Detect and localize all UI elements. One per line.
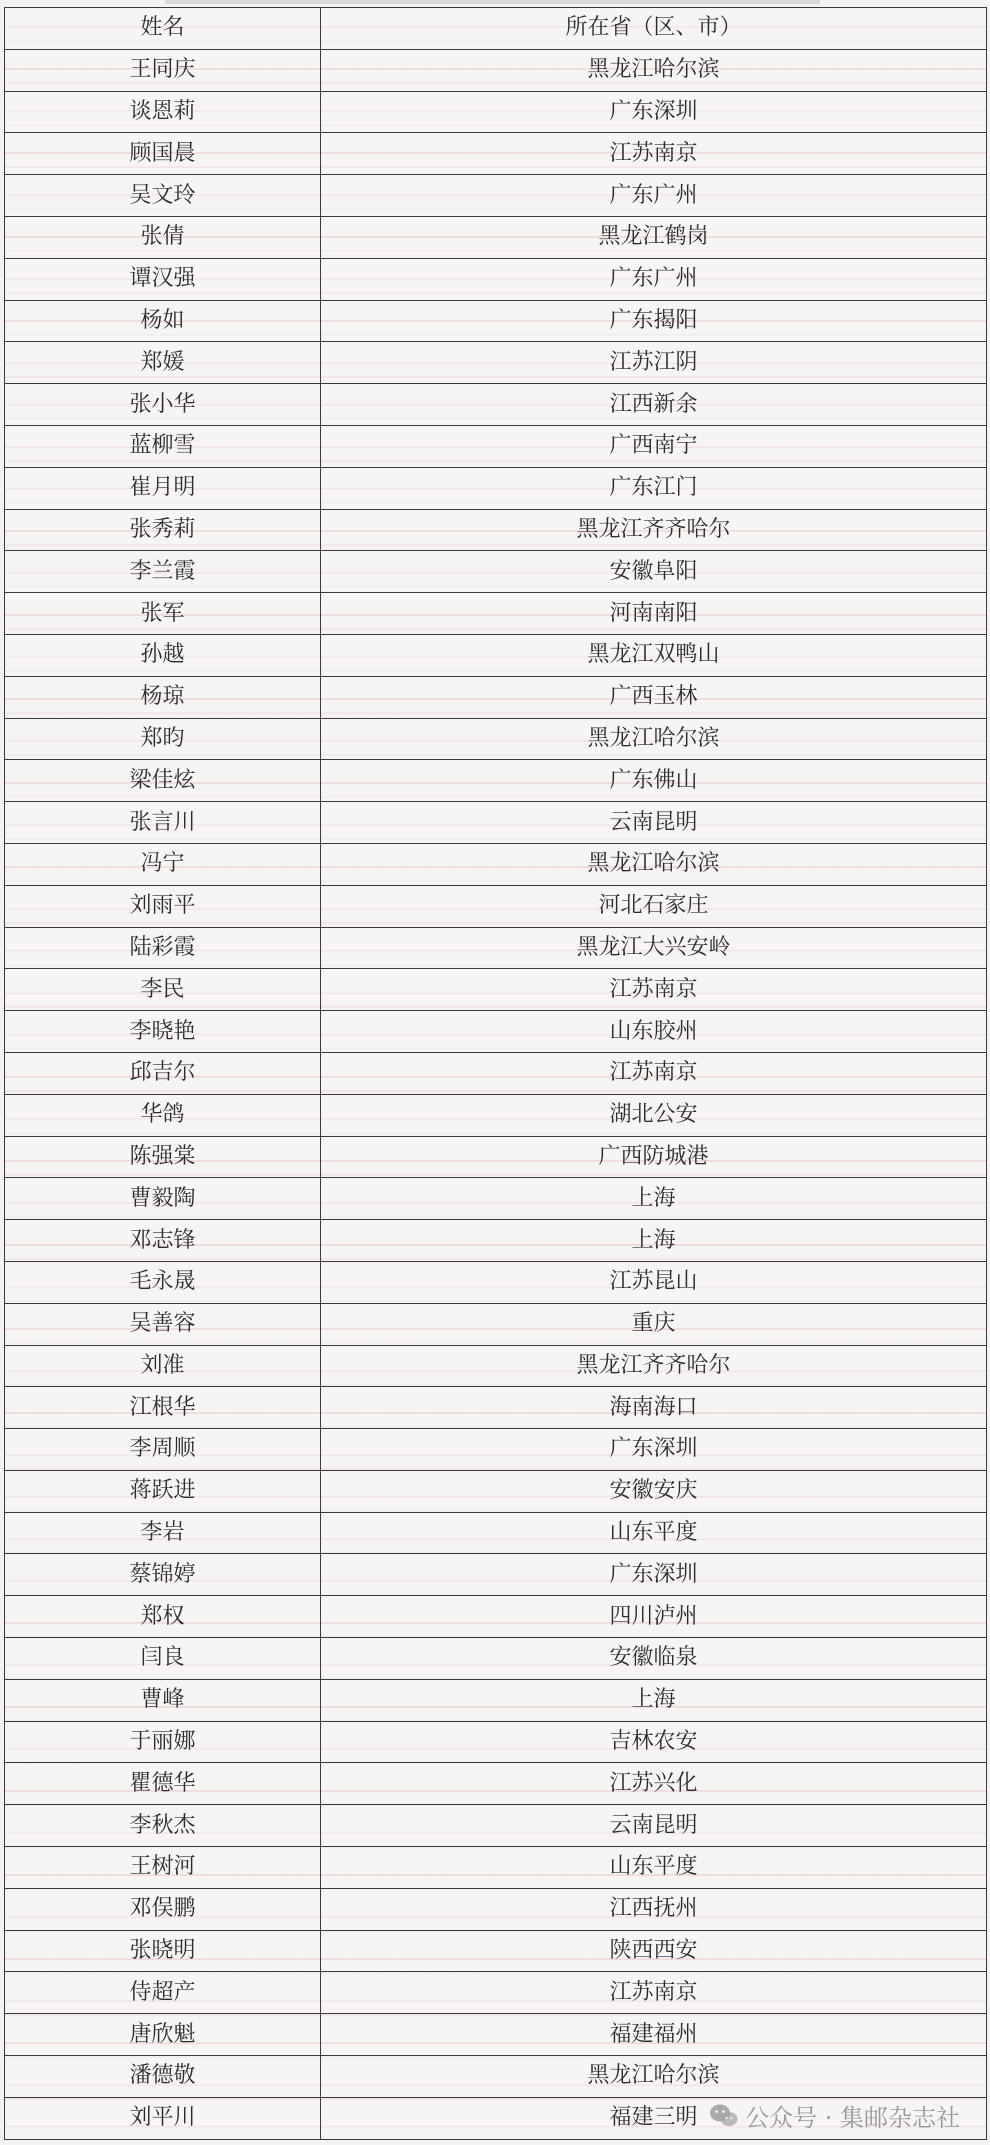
- table-row: [5, 467, 987, 509]
- cell-name: 邱吉尔: [5, 1052, 321, 1094]
- table-row: [5, 1847, 987, 1889]
- cell-province: 江苏南京: [321, 1972, 987, 2014]
- cell-name: 吴文玲: [5, 175, 321, 217]
- table-row: [5, 2014, 987, 2056]
- cell-name: 刘平川: [5, 2097, 321, 2139]
- table-row: [5, 885, 987, 927]
- table-row: [5, 718, 987, 760]
- table-row: [5, 49, 987, 91]
- table-row: [5, 1052, 987, 1094]
- cell-province: 海南海口: [321, 1387, 987, 1429]
- cell-name: 谈恩莉: [5, 91, 321, 133]
- cell-province: 黑龙江哈尔滨: [321, 843, 987, 885]
- cell-name: 邓俣鹏: [5, 1888, 321, 1930]
- cell-province: 云南昆明: [321, 802, 987, 844]
- cell-province: 河北石家庄: [321, 885, 987, 927]
- table-row: [5, 2056, 987, 2098]
- cell-name: 毛永晟: [5, 1261, 321, 1303]
- cell-province: 河南南阳: [321, 593, 987, 635]
- cell-province: 黑龙江哈尔滨: [321, 49, 987, 91]
- watermark: [709, 2098, 960, 2133]
- cell-name: 陆彩霞: [5, 927, 321, 969]
- table-row: [5, 1972, 987, 2014]
- cell-name: 刘雨平: [5, 885, 321, 927]
- table-row: [5, 1136, 987, 1178]
- cell-province: 广东广州: [321, 258, 987, 300]
- cell-province: 江苏兴化: [321, 1763, 987, 1805]
- cell-province: 黑龙江双鸭山: [321, 634, 987, 676]
- cell-province: 陕西西安: [321, 1930, 987, 1972]
- cell-province: 江苏昆山: [321, 1261, 987, 1303]
- table-row: [5, 133, 987, 175]
- cell-province: 广东揭阳: [321, 300, 987, 342]
- cell-name: 吴善容: [5, 1303, 321, 1345]
- cell-province: 广西南宁: [321, 425, 987, 467]
- cell-province: 广东深圳: [321, 1429, 987, 1471]
- cell-name: 蔡锦婷: [5, 1554, 321, 1596]
- table-row: [5, 1679, 987, 1721]
- cell-name: 李周顺: [5, 1429, 321, 1471]
- cell-province: 山东胶州: [321, 1011, 987, 1053]
- table-row: [5, 1805, 987, 1847]
- cell-name: 李岩: [5, 1512, 321, 1554]
- cell-province: 山东平度: [321, 1847, 987, 1889]
- table-row: [5, 1094, 987, 1136]
- table-row: [5, 258, 987, 300]
- cell-name: 唐欣魁: [5, 2014, 321, 2056]
- cell-name: 瞿德华: [5, 1763, 321, 1805]
- table-row: [5, 1261, 987, 1303]
- cell-name: 张小华: [5, 384, 321, 426]
- cell-name: 张晓明: [5, 1930, 321, 1972]
- cell-province: 广东江门: [321, 467, 987, 509]
- table-row: [5, 1178, 987, 1220]
- cell-province: 山东平度: [321, 1512, 987, 1554]
- cell-name: 蒋跃进: [5, 1470, 321, 1512]
- table-row: [5, 802, 987, 844]
- cell-name: 张言川: [5, 802, 321, 844]
- cell-province: 福建福州: [321, 2014, 987, 2056]
- table-row: [5, 1763, 987, 1805]
- cell-name: 李秋杰: [5, 1805, 321, 1847]
- cell-province: 安徽安庆: [321, 1470, 987, 1512]
- cell-province: 安徽临泉: [321, 1638, 987, 1680]
- cell-province: 上海: [321, 1178, 987, 1220]
- cell-name: 陈强棠: [5, 1136, 321, 1178]
- cell-province: 广西玉林: [321, 676, 987, 718]
- cell-name: 郑权: [5, 1596, 321, 1638]
- cell-province: 黑龙江大兴安岭: [321, 927, 987, 969]
- table-header-row: [5, 8, 987, 50]
- cell-name: 王同庆: [5, 49, 321, 91]
- cell-name: 杨如: [5, 300, 321, 342]
- cell-name: 王树河: [5, 1847, 321, 1889]
- cell-name: 谭汉强: [5, 258, 321, 300]
- cell-name: 李晓艳: [5, 1011, 321, 1053]
- cell-province: 吉林农安: [321, 1721, 987, 1763]
- cell-name: 李兰霞: [5, 551, 321, 593]
- table-row: [5, 1387, 987, 1429]
- cell-province: 黑龙江哈尔滨: [321, 2056, 987, 2098]
- table-row: [5, 425, 987, 467]
- table-row: [5, 1888, 987, 1930]
- table-row: [5, 1011, 987, 1053]
- table-row: [5, 1930, 987, 1972]
- cell-province: 黑龙江鹤岗: [321, 216, 987, 258]
- cell-province: 四川泸州: [321, 1596, 987, 1638]
- watermark-text: 公众号 · 集邮杂志社: [745, 2104, 960, 2132]
- table-row: [5, 342, 987, 384]
- wechat-icon: [709, 2103, 739, 2129]
- cell-name: 侍超产: [5, 1972, 321, 2014]
- table-row: [5, 509, 987, 551]
- table-row: [5, 1512, 987, 1554]
- table-row: [5, 216, 987, 258]
- top-scroll-strip: [165, 0, 820, 4]
- cell-name: 梁佳炫: [5, 760, 321, 802]
- cell-name: 崔月明: [5, 467, 321, 509]
- table-row: [5, 1638, 987, 1680]
- table-row: [5, 593, 987, 635]
- cell-province: 广东广州: [321, 175, 987, 217]
- table-row: [5, 1345, 987, 1387]
- table-row: [5, 1303, 987, 1345]
- cell-name: 潘德敬: [5, 2056, 321, 2098]
- table-row: [5, 843, 987, 885]
- cell-name: 张倩: [5, 216, 321, 258]
- cell-name: 李民: [5, 969, 321, 1011]
- roster-table: [4, 7, 987, 2140]
- cell-name: 蓝柳雪: [5, 425, 321, 467]
- cell-name: 于丽娜: [5, 1721, 321, 1763]
- cell-name: 张秀莉: [5, 509, 321, 551]
- cell-name: 孙越: [5, 634, 321, 676]
- cell-province: 云南昆明: [321, 1805, 987, 1847]
- cell-province: 重庆: [321, 1303, 987, 1345]
- table-row: [5, 91, 987, 133]
- cell-province: 江苏江阴: [321, 342, 987, 384]
- cell-name: 张军: [5, 593, 321, 635]
- header-province: 所在省（区、市）: [321, 8, 987, 50]
- cell-province: 广东深圳: [321, 1554, 987, 1596]
- cell-province: 江苏南京: [321, 1052, 987, 1094]
- table-row: [5, 927, 987, 969]
- cell-province: 湖北公安: [321, 1094, 987, 1136]
- table-row: [5, 1470, 987, 1512]
- cell-name: 杨琼: [5, 676, 321, 718]
- cell-province: 上海: [321, 1679, 987, 1721]
- table-row: [5, 969, 987, 1011]
- cell-name: 曹峰: [5, 1679, 321, 1721]
- cell-name: 冯宁: [5, 843, 321, 885]
- header-name: 姓名: [5, 8, 321, 50]
- table-row: [5, 384, 987, 426]
- cell-province: 江西新余: [321, 384, 987, 426]
- table-row: [5, 1220, 987, 1262]
- cell-province: 广东深圳: [321, 91, 987, 133]
- cell-name: 邓志锋: [5, 1220, 321, 1262]
- cell-name: 郑媛: [5, 342, 321, 384]
- cell-province: 黑龙江齐齐哈尔: [321, 1345, 987, 1387]
- table-row: [5, 300, 987, 342]
- cell-province: 黑龙江哈尔滨: [321, 718, 987, 760]
- cell-province: 福建三明: [321, 2097, 987, 2139]
- table-row: [5, 1596, 987, 1638]
- cell-name: 曹毅陶: [5, 1178, 321, 1220]
- table-row: [5, 1554, 987, 1596]
- table-row: [5, 1429, 987, 1471]
- table-row: [5, 676, 987, 718]
- table-row: [5, 175, 987, 217]
- cell-province: 上海: [321, 1220, 987, 1262]
- cell-province: 广西防城港: [321, 1136, 987, 1178]
- cell-name: 闫良: [5, 1638, 321, 1680]
- table-row: [5, 634, 987, 676]
- cell-name: 华鸽: [5, 1094, 321, 1136]
- cell-province: 广东佛山: [321, 760, 987, 802]
- cell-name: 郑昀: [5, 718, 321, 760]
- table-body: [5, 49, 987, 2139]
- table-row: [5, 1721, 987, 1763]
- cell-province: 江苏南京: [321, 969, 987, 1011]
- table-row: [5, 551, 987, 593]
- cell-name: 江根华: [5, 1387, 321, 1429]
- cell-name: 刘准: [5, 1345, 321, 1387]
- cell-name: 顾国晨: [5, 133, 321, 175]
- cell-province: 黑龙江齐齐哈尔: [321, 509, 987, 551]
- cell-province: 江苏南京: [321, 133, 987, 175]
- cell-province: 安徽阜阳: [321, 551, 987, 593]
- cell-province: 江西抚州: [321, 1888, 987, 1930]
- table-row: [5, 760, 987, 802]
